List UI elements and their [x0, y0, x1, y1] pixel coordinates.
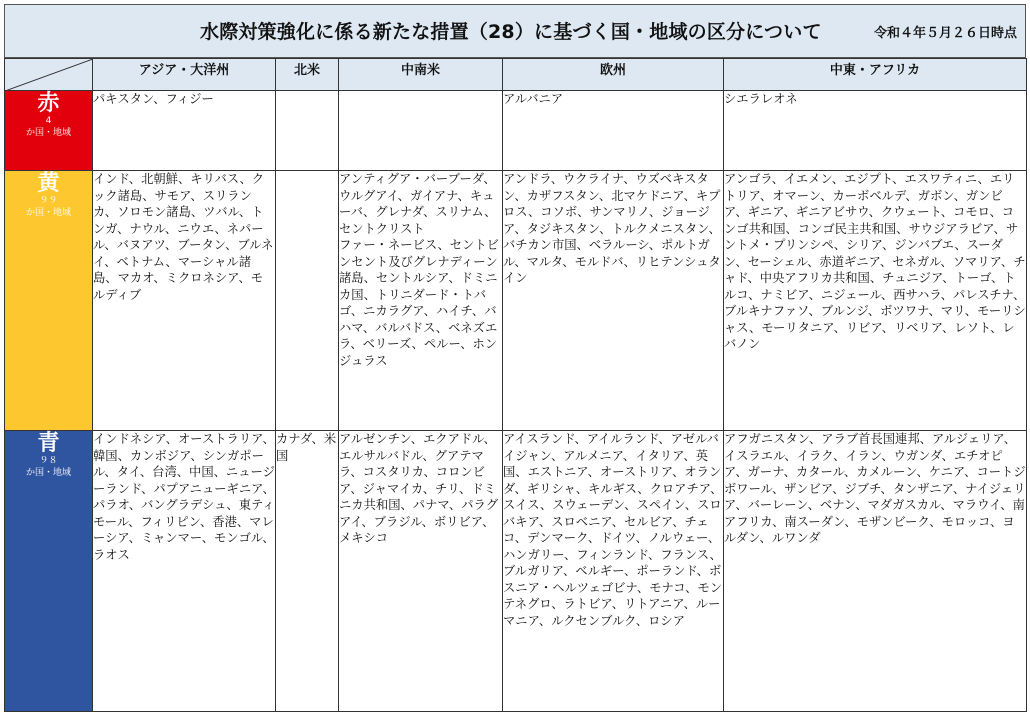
row-red — [5, 91, 1027, 171]
category-unit: か国・地域 — [25, 207, 71, 218]
category-name: 青 — [37, 431, 60, 456]
column-header-north-america: 北米 — [276, 59, 339, 91]
cell-blue-north-america: カナダ、米国 — [276, 431, 339, 712]
cell-blue-latin-america: アルゼンチン、エクアドル、エルサルバドル、グアテマラ、コスタリカ、コロンビア、ジャマイカ、チリ、ドミニカ共和国、パナマ、パラグアイ、ブラジル、ボリビア、メキシコ — [339, 431, 503, 712]
column-header-middle-east-africa: 中東・アフリカ — [724, 59, 1027, 91]
cell-yellow-middle-east-africa: アンゴラ、イエメン、エジプト、エスワティニ、エリトリア、オマーン、カーボベルデ、ガボン、ガンビア、ギニア、ギニアビサウ、クウェート、コモロ、コンゴ共和国、コンゴ民主共和国、サウジアラビア、サントメ・プリンシペ、シリア、ジンバブエ、スーダン、セーシェル、赤道ギニア、セネガル、ソマリア、チャド、中央アフリカ共和国、チュニジア、トーゴ、トルコ、ナミビア、ニジェール、西サハラ、パレスチナ、ブルキナファソ、ブルンジ、ボツワナ、マリ、モーリシャス、モーリタニア、リビア、リベリア、レソト、レバノン — [724, 171, 1027, 431]
cell-red-middle-east-africa: シエラレオネ — [724, 91, 1027, 171]
category-count: ９８ — [39, 456, 58, 467]
cell-red-asia-pacific: パキスタン、フィジー — [93, 91, 276, 171]
category-name: 黄 — [37, 171, 60, 196]
cell-red-europe: アルバニア — [503, 91, 724, 171]
cell-red-north-america — [276, 91, 339, 171]
diagonal-divider — [5, 59, 93, 91]
cell-yellow-north-america — [276, 171, 339, 431]
page-title: 水際対策強化に係る新たな措置（28）に基づく国・地域の区分について — [200, 21, 822, 43]
title-bar — [4, 4, 1026, 58]
category-name: 赤 — [37, 91, 60, 116]
cell-yellow-europe: アンドラ、ウクライナ、ウズベキスタン、カザフスタン、北マケドニア、キプロス、コソボ、サンマリノ、ジョージア、タジキスタン、トルクメニスタン、バチカン市国、ベラルーシ、ポルトガル、マルタ、モルドバ、リヒテンシュタイン — [503, 171, 724, 431]
category-label-yellow — [5, 171, 93, 431]
cell-yellow-latin-america: アンティグア・バーブーダ、ウルグアイ、ガイアナ、キューバ、グレナダ、スリナム、セントクリスト ファー・ネービス、セントビンセント及びグレナディーン諸島、セントルシア、ドミニカ国、トリニダード・トバゴ、ニカラグア、ハイチ、バハマ、バルバドス、ベネズエラ、ベリーズ、ペルー、ホンジュラス — [339, 171, 503, 431]
as-of-date: 令和４年５月２６日時点 — [873, 26, 1017, 41]
cell-blue-europe: アイスランド、アイルランド、アゼルバイジャン、アルメニア、イタリア、英国、エストニア、オーストリア、オランダ、ギリシャ、キルギス、クロアチア、スイス、スウェーデン、スペイン、スロバキア、スロベニア、セルビア、チェコ、デンマーク、ドイツ、ノルウェー、ハンガリー、フィンランド、フランス、ブルガリア、ベルギー、ポーランド、ボスニア・ヘルツェゴビナ、モナコ、モンテネグロ、ラトビア、リトアニア、ルーマニア、ルクセンブルク、ロシア — [503, 431, 724, 712]
category-label-blue — [5, 431, 93, 712]
column-header-latin-america: 中南米 — [339, 59, 503, 91]
cell-blue-asia-pacific: インドネシア、オーストラリア、韓国、カンボジア、シンガポール、タイ、台湾、中国、ニュージーランド、パプアニューギニア、パラオ、バングラデシュ、東ティモール、フィリピン、香港、マレーシア、ミャンマー、モンゴル、ラオス — [93, 431, 276, 712]
document-page — [4, 4, 1026, 711]
row-yellow — [5, 171, 1027, 431]
cell-blue-middle-east-africa: アフガニスタン、アラブ首長国連邦、アルジェリア、イスラエル、イラク、イラン、ウガンダ、エチオピア、ガーナ、カタール、カメルーン、ケニア、コートジボワール、ザンビア、ジブチ、タンザニア、ナイジェリア、バーレーン、ベナン、マダガスカル、マラウイ、南アフリカ、南スーダン、モザンビーク、モロッコ、ヨルダン、ルワンダ — [724, 431, 1027, 712]
header-row — [5, 59, 1027, 91]
column-header-europe: 欧州 — [503, 59, 724, 91]
category-count: ９９ — [39, 196, 58, 207]
row-blue — [5, 431, 1027, 712]
country-category-table — [4, 58, 1027, 712]
category-count: 4 — [45, 116, 52, 127]
column-header-asia-pacific: アジア・大洋州 — [93, 59, 276, 91]
cell-yellow-asia-pacific: インド、北朝鮮、キリバス、クック諸島、サモア、スリランカ、ソロモン諸島、ツバル、トンガ、ナウル、ニウエ、ネパール、バヌアツ、ブータン、ブルネイ、ベトナム、マーシャル諸島、マカオ、ミクロネシア、モルディブ — [93, 171, 276, 431]
corner-cell — [5, 59, 93, 91]
category-unit: か国・地域 — [25, 127, 71, 138]
category-label-red — [5, 91, 93, 171]
cell-red-latin-america — [339, 91, 503, 171]
category-unit: か国・地域 — [25, 467, 71, 478]
